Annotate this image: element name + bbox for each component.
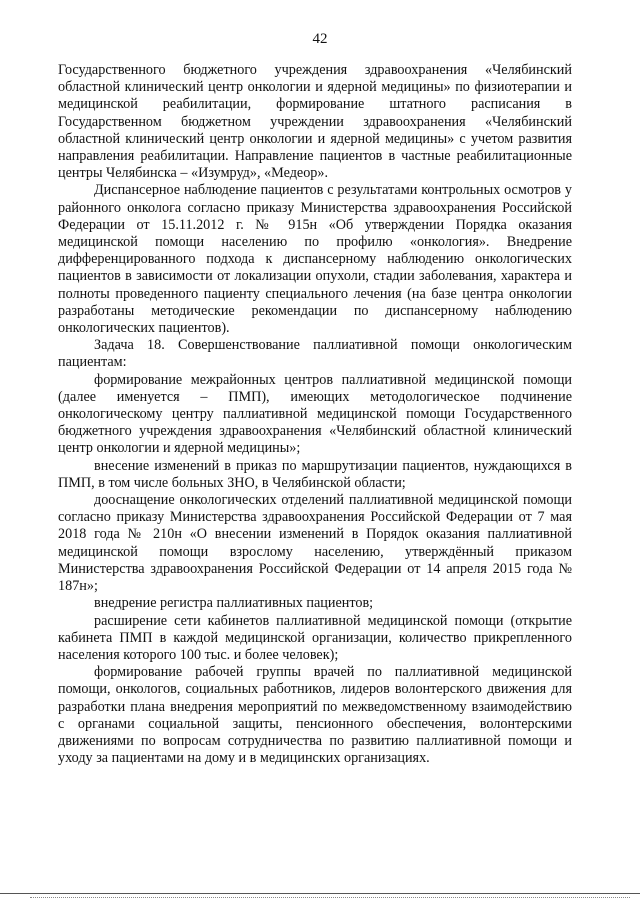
page-number: 42: [312, 31, 328, 47]
paragraph: дооснащение онкологических отделений паллиативной медицинской помощи согласно приказу Министерства здравоохранения Российской Федерации от 7 мая 2018 года № 210н «О внесении изменений в Порядок оказания паллиативной медицинской помощи взрослому населению, утверждённый приказом Министерства здравоохранения Российской Федерации от 14 апреля 2015 года № 187н»;: [58, 492, 572, 595]
paragraph: расширение сети кабинетов паллиативной медицинской помощи (открытие кабинета ПМП в каждой медицинской организации, количество прикрепленного населения которого 100 тыс. и более человек);: [58, 612, 572, 663]
paragraph: Диспансерное наблюдение пациентов с результатами контрольных осмотров у районного онколога согласно приказу Министерства здравоохранения Российской Федерации от 15.11.2012 г. № 915н «Об утверждении Порядка оказания медицинской помощи населению по профилю «онкология». Внедрение дифференцированного подхода к диспансерному наблюдению онкологических пациентов в зависимости от локализации опухоли, стадии заболевания, характера и полноты проведенного пациенту специального лечения (на базе центра онкологии разработаны методические рекомендации по диспансерному наблюдению онкологических пациентов).: [58, 182, 572, 337]
paragraph: внедрение регистра паллиативных пациентов;: [94, 595, 374, 612]
paragraph: Государственного бюджетного учреждения здравоохранения «Челябинский областной клинический центр онкологии и ядерной медицины» по физиотерапии и медицинской реабилитации, формирование штатного расписания в Государственном бюджетном учреждении здравоохранения «Челябинский областной клинический центр онкологии и ядерной медицины» с учетом развития направления реабилитации. Направление пациентов в частные реабилитационные центры Челябинска – «Изумруд», «Медеор».: [58, 62, 572, 182]
paragraph: Задача 18. Совершенствование паллиативной помощи онкологическим пациентам:: [58, 337, 572, 371]
scan-edge-dots: [30, 897, 630, 898]
paragraph: формирование рабочей группы врачей по паллиативной медицинской помощи, онкологов, социальных работников, лидеров волонтерского движения для разработки плана внедрения мероприятий по межведомственному взаимодействию с органами социальной защиты, пенсионного обеспечения, волонтерскими движениями по вопросам сотрудничества по развитию паллиативной помощи и уходу за пациентами на дому и в медицинских организациях.: [58, 664, 572, 767]
paragraph: внесение изменений в приказ по маршрутизации пациентов, нуждающихся в ПМП, в том числе больных ЗНО, в Челябинской области;: [58, 457, 572, 491]
scan-edge-line: [0, 893, 640, 894]
body-text: [58, 62, 572, 767]
paragraph: формирование межрайонных центров паллиативной медицинской помощи (далее именуется – ПМП), имеющих методологическое подчинение онкологическому центру паллиативной медицинской помощи Государственного бюджетного учреждения здравоохранения «Челябинский областной клинический центр онкологии и ядерной медицины»;: [58, 371, 572, 457]
